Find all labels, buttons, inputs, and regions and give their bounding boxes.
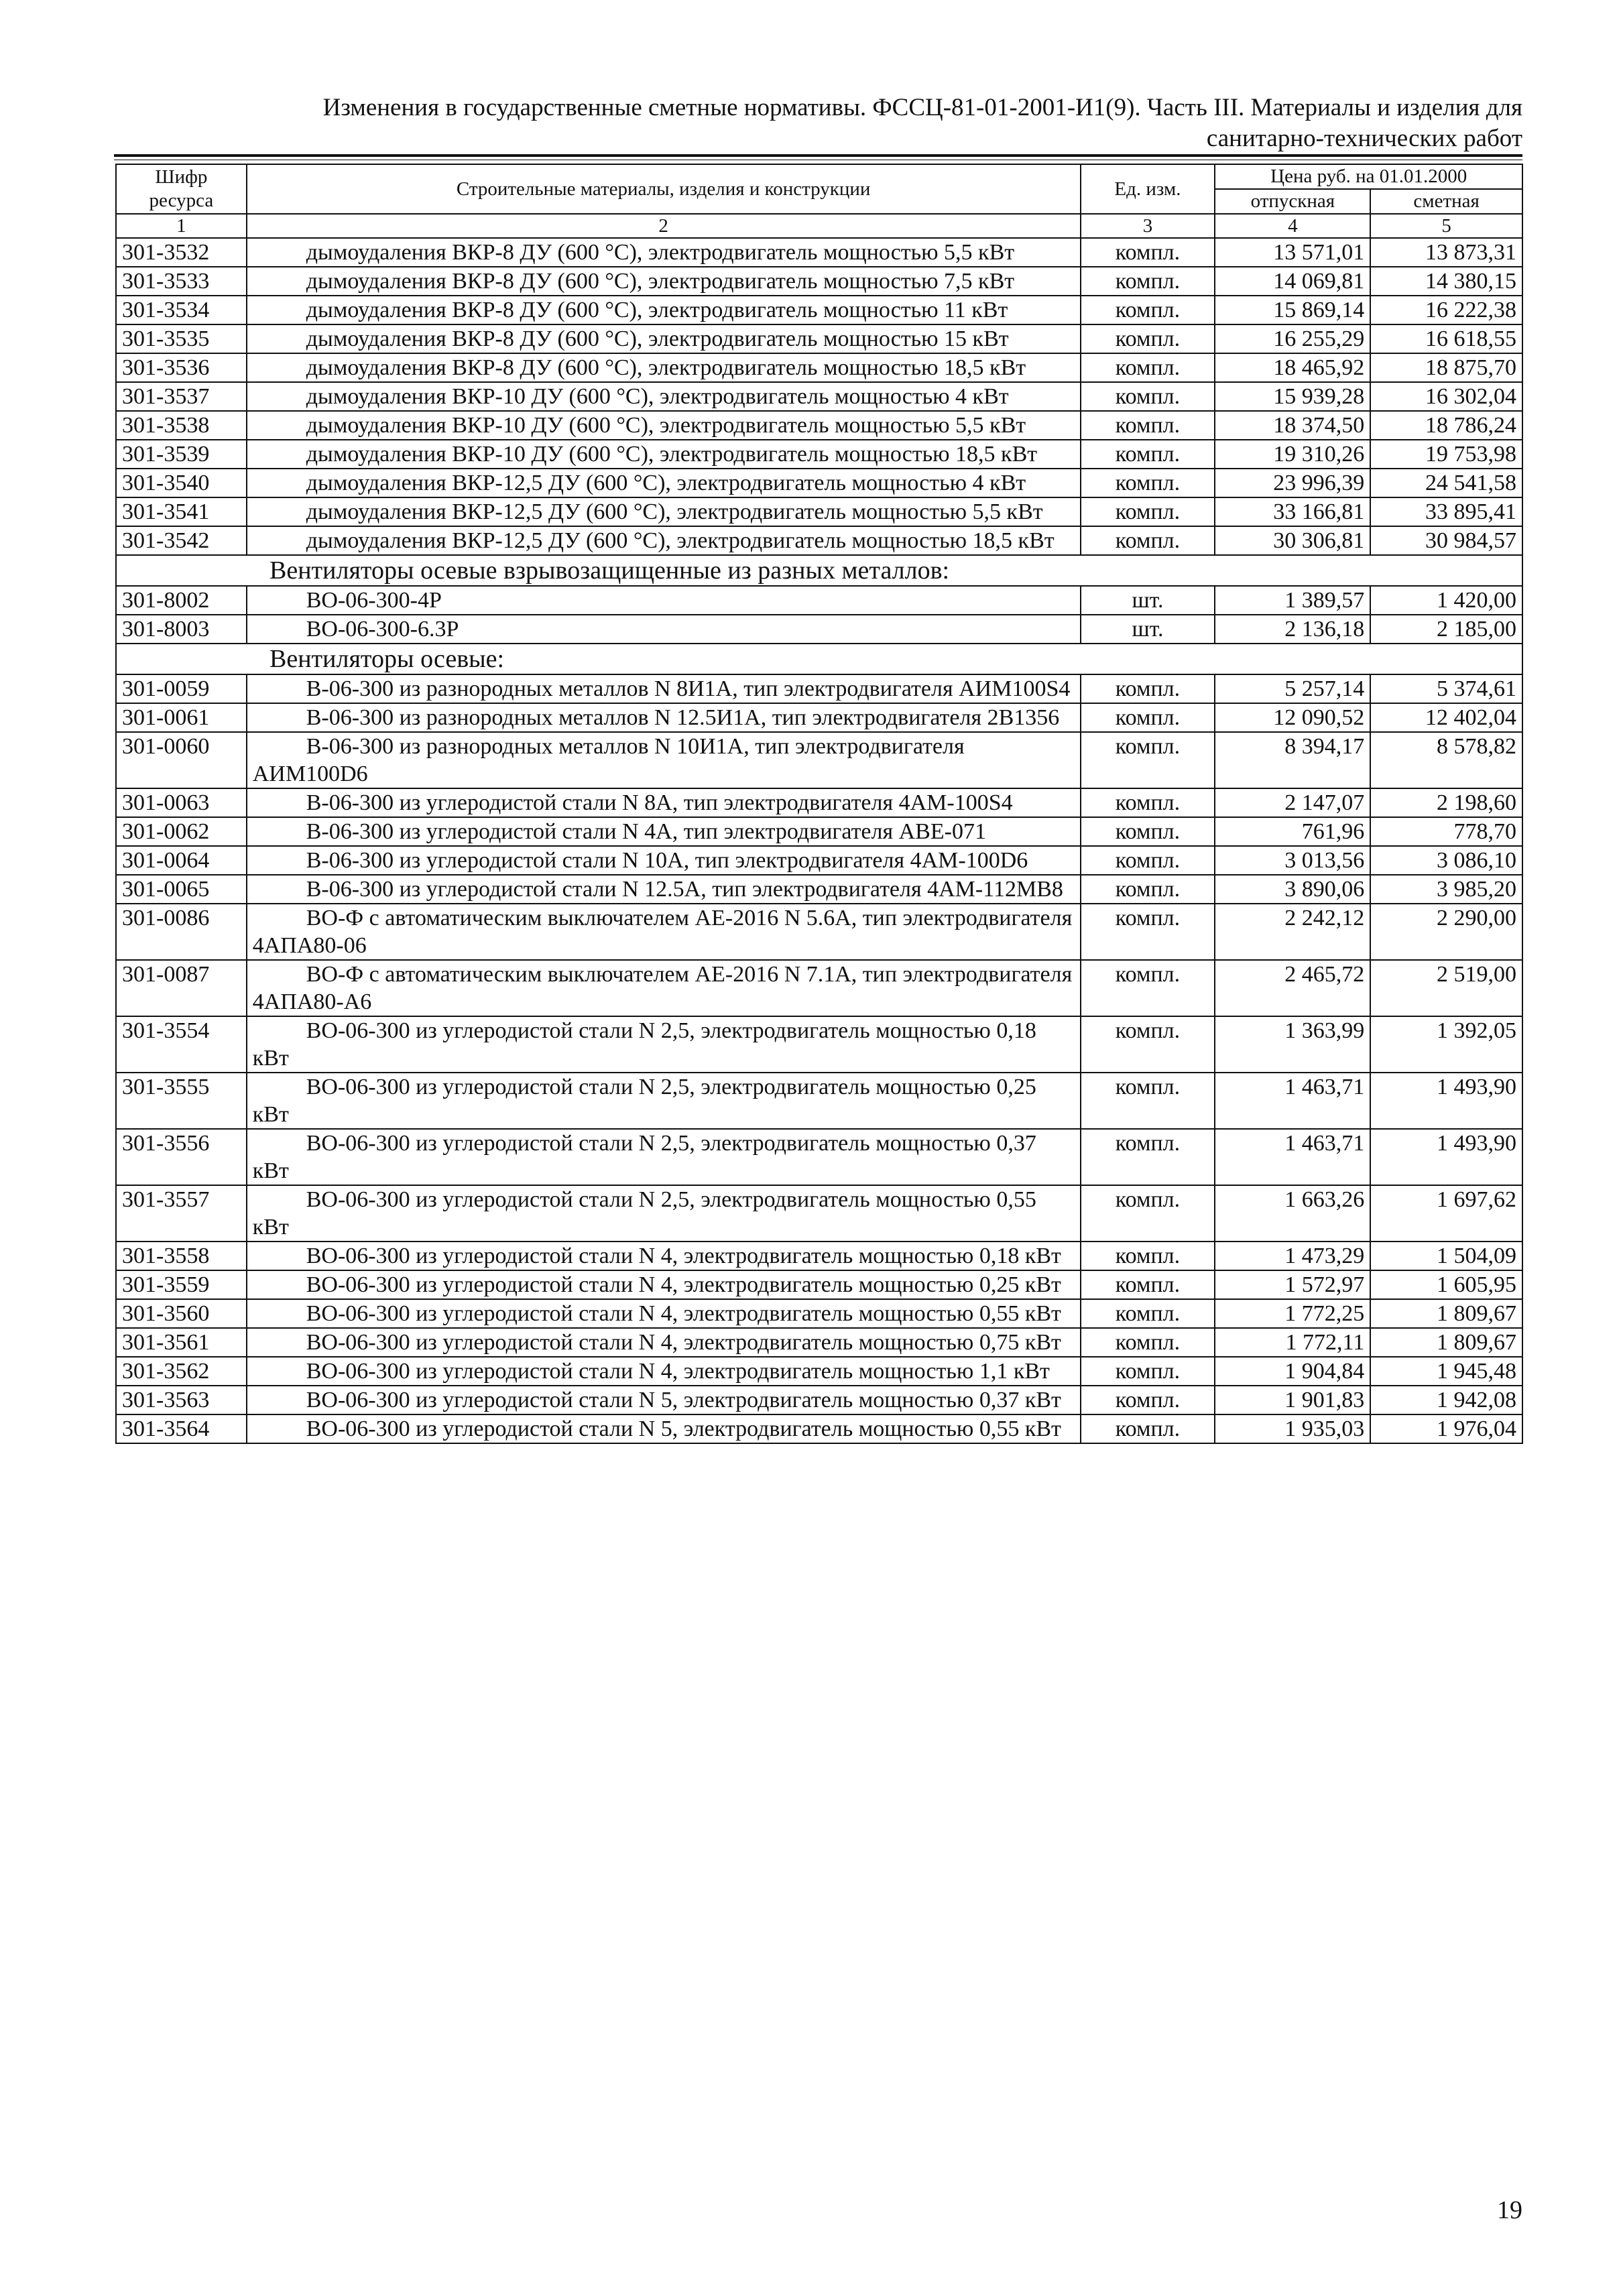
resource-code: 301-3542 xyxy=(116,526,247,555)
table-row xyxy=(116,1299,1522,1328)
col-index: 2 xyxy=(247,214,1081,238)
price-release: 30 306,81 xyxy=(1215,526,1370,555)
table-row xyxy=(116,469,1522,497)
resource-code: 301-3554 xyxy=(116,1016,247,1073)
table-row xyxy=(116,1242,1522,1270)
unit-cell: шт. xyxy=(1081,615,1215,644)
price-estimate: 18 875,70 xyxy=(1370,353,1522,382)
header-rule xyxy=(114,154,1522,157)
table-row xyxy=(116,1185,1522,1242)
material-name: ВО-06-300 из углеродистой стали N 2,5, электродвигатель мощностью 0,25 кВт xyxy=(247,1073,1081,1129)
price-estimate: 33 895,41 xyxy=(1370,497,1522,526)
price-estimate: 1 942,08 xyxy=(1370,1386,1522,1414)
table-row xyxy=(116,382,1522,411)
price-estimate: 1 809,67 xyxy=(1370,1299,1522,1328)
resource-code: 301-3558 xyxy=(116,1242,247,1270)
table-row xyxy=(116,960,1522,1016)
resource-code: 301-3540 xyxy=(116,469,247,497)
price-estimate: 12 402,04 xyxy=(1370,703,1522,732)
material-name: дымоудаления ВКР-12,5 ДУ (600 °С), электродвигатель мощностью 5,5 кВт xyxy=(247,497,1081,526)
table-row xyxy=(116,586,1522,615)
table-row xyxy=(116,324,1522,353)
material-name: В-06-300 из разнородных металлов N 12.5И1А, тип электродвигателя 2В1356 xyxy=(247,703,1081,732)
table-row xyxy=(116,846,1522,875)
table-row xyxy=(116,1073,1522,1129)
resource-code: 301-3560 xyxy=(116,1299,247,1328)
price-release: 2 465,72 xyxy=(1215,960,1370,1016)
material-name: ВО-Ф с автоматическим выключателем АЕ-2016 N 5.6А, тип электродвигателя 4АПА80-06 xyxy=(247,904,1081,960)
unit-cell: компл. xyxy=(1081,817,1215,846)
table-row xyxy=(116,875,1522,904)
table-row xyxy=(116,615,1522,644)
resource-code: 301-0064 xyxy=(116,846,247,875)
price-estimate: 778,70 xyxy=(1370,817,1522,846)
price-release: 13 571,01 xyxy=(1215,238,1370,267)
column-index-row xyxy=(116,214,1522,238)
resource-code: 301-3555 xyxy=(116,1073,247,1129)
price-estimate: 2 198,60 xyxy=(1370,788,1522,817)
material-name: дымоудаления ВКР-8 ДУ (600 °С), электродвигатель мощностью 11 кВт xyxy=(247,296,1081,324)
price-release: 1 772,25 xyxy=(1215,1299,1370,1328)
section-row xyxy=(116,644,1522,674)
material-name: В-06-300 из углеродистой стали N 10А, тип электродвигателя 4АМ-100D6 xyxy=(247,846,1081,875)
unit-cell: компл. xyxy=(1081,526,1215,555)
col-header-code: Шифр ресурса xyxy=(116,164,247,214)
header-title-line1: Изменения в государственные сметные нормативы. ФССЦ-81-01-2001-И1(9). Часть III. Материалы и изделия для xyxy=(322,94,1522,121)
resource-code: 301-0060 xyxy=(116,732,247,788)
resource-code: 301-3563 xyxy=(116,1386,247,1414)
table-row xyxy=(116,1129,1522,1185)
price-release: 1 389,57 xyxy=(1215,586,1370,615)
unit-cell: компл. xyxy=(1081,497,1215,526)
price-estimate: 24 541,58 xyxy=(1370,469,1522,497)
price-estimate: 1 420,00 xyxy=(1370,586,1522,615)
resource-code: 301-3561 xyxy=(116,1328,247,1357)
table-row xyxy=(116,732,1522,788)
price-release: 18 374,50 xyxy=(1215,411,1370,440)
price-estimate: 1 493,90 xyxy=(1370,1073,1522,1129)
price-estimate: 1 493,90 xyxy=(1370,1129,1522,1185)
price-release: 1 363,99 xyxy=(1215,1016,1370,1073)
price-release: 1 901,83 xyxy=(1215,1386,1370,1414)
material-name: В-06-300 из разнородных металлов N 10И1А, тип электродвигателя АИМ100D6 xyxy=(247,732,1081,788)
table-row xyxy=(116,674,1522,703)
material-name: дымоудаления ВКР-8 ДУ (600 °С), электродвигатель мощностью 7,5 кВт xyxy=(247,267,1081,296)
unit-cell: компл. xyxy=(1081,674,1215,703)
resource-code: 301-0061 xyxy=(116,703,247,732)
price-estimate: 1 976,04 xyxy=(1370,1414,1522,1443)
resource-code: 301-3562 xyxy=(116,1357,247,1386)
price-estimate: 16 222,38 xyxy=(1370,296,1522,324)
header-title-line2: санитарно-технических работ xyxy=(1206,125,1522,152)
unit-cell: компл. xyxy=(1081,1270,1215,1299)
material-name: ВО-06-300 из углеродистой стали N 4, электродвигатель мощностью 0,55 кВт xyxy=(247,1299,1081,1328)
price-release: 1 935,03 xyxy=(1215,1414,1370,1443)
price-estimate: 1 504,09 xyxy=(1370,1242,1522,1270)
material-name: ВО-06-300 из углеродистой стали N 2,5, электродвигатель мощностью 0,18 кВт xyxy=(247,1016,1081,1073)
price-release: 761,96 xyxy=(1215,817,1370,846)
material-name: В-06-300 из углеродистой стали N 4А, тип электродвигателя АВЕ-071 xyxy=(247,817,1081,846)
price-estimate: 1 392,05 xyxy=(1370,1016,1522,1073)
price-release: 15 939,28 xyxy=(1215,382,1370,411)
unit-cell: компл. xyxy=(1081,960,1215,1016)
price-estimate: 13 873,31 xyxy=(1370,238,1522,267)
price-release: 1 463,71 xyxy=(1215,1073,1370,1129)
material-name: ВО-06-300 из углеродистой стали N 2,5, электродвигатель мощностью 0,55 кВт xyxy=(247,1185,1081,1242)
col-index: 3 xyxy=(1081,214,1215,238)
materials-table xyxy=(115,164,1523,1444)
section-row xyxy=(116,555,1522,586)
unit-cell: компл. xyxy=(1081,440,1215,469)
table-row xyxy=(116,904,1522,960)
unit-cell: компл. xyxy=(1081,846,1215,875)
price-estimate: 30 984,57 xyxy=(1370,526,1522,555)
table-row xyxy=(116,296,1522,324)
price-release: 1 463,71 xyxy=(1215,1129,1370,1185)
price-estimate: 2 519,00 xyxy=(1370,960,1522,1016)
price-release: 23 996,39 xyxy=(1215,469,1370,497)
resource-code: 301-3541 xyxy=(116,497,247,526)
material-name: дымоудаления ВКР-10 ДУ (600 °С), электродвигатель мощностью 4 кВт xyxy=(247,382,1081,411)
resource-code: 301-3557 xyxy=(116,1185,247,1242)
price-release: 3 013,56 xyxy=(1215,846,1370,875)
unit-cell: компл. xyxy=(1081,238,1215,267)
price-release: 19 310,26 xyxy=(1215,440,1370,469)
material-name: ВО-06-300-4Р xyxy=(247,586,1081,615)
resource-code: 301-0065 xyxy=(116,875,247,904)
price-estimate: 16 618,55 xyxy=(1370,324,1522,353)
unit-cell: шт. xyxy=(1081,586,1215,615)
unit-cell: компл. xyxy=(1081,904,1215,960)
unit-cell: компл. xyxy=(1081,1414,1215,1443)
price-release: 1 473,29 xyxy=(1215,1242,1370,1270)
unit-cell: компл. xyxy=(1081,1016,1215,1073)
price-estimate: 3 086,10 xyxy=(1370,846,1522,875)
material-name: ВО-06-300 из углеродистой стали N 4, электродвигатель мощностью 0,18 кВт xyxy=(247,1242,1081,1270)
table-row xyxy=(116,1414,1522,1443)
price-release: 18 465,92 xyxy=(1215,353,1370,382)
unit-cell: компл. xyxy=(1081,1386,1215,1414)
price-estimate: 3 985,20 xyxy=(1370,875,1522,904)
unit-cell: компл. xyxy=(1081,703,1215,732)
unit-cell: компл. xyxy=(1081,469,1215,497)
price-estimate: 8 578,82 xyxy=(1370,732,1522,788)
material-name: дымоудаления ВКР-12,5 ДУ (600 °С), электродвигатель мощностью 4 кВт xyxy=(247,469,1081,497)
price-release: 12 090,52 xyxy=(1215,703,1370,732)
material-name: дымоудаления ВКР-8 ДУ (600 °С), электродвигатель мощностью 15 кВт xyxy=(247,324,1081,353)
material-name: ВО-06-300-6.3Р xyxy=(247,615,1081,644)
price-release: 15 869,14 xyxy=(1215,296,1370,324)
price-estimate: 14 380,15 xyxy=(1370,267,1522,296)
col-index: 1 xyxy=(116,214,247,238)
price-release: 1 904,84 xyxy=(1215,1357,1370,1386)
price-estimate: 1 809,67 xyxy=(1370,1328,1522,1357)
unit-cell: компл. xyxy=(1081,324,1215,353)
material-name: дымоудаления ВКР-12,5 ДУ (600 °С), электродвигатель мощностью 18,5 кВт xyxy=(247,526,1081,555)
unit-cell: компл. xyxy=(1081,353,1215,382)
price-estimate: 5 374,61 xyxy=(1370,674,1522,703)
material-name: ВО-06-300 из углеродистой стали N 2,5, электродвигатель мощностью 0,37 кВт xyxy=(247,1129,1081,1185)
resource-code: 301-3537 xyxy=(116,382,247,411)
unit-cell: компл. xyxy=(1081,1073,1215,1129)
table-row xyxy=(116,526,1522,555)
material-name: дымоудаления ВКР-10 ДУ (600 °С), электродвигатель мощностью 18,5 кВт xyxy=(247,440,1081,469)
resource-code: 301-3539 xyxy=(116,440,247,469)
resource-code: 301-3556 xyxy=(116,1129,247,1185)
resource-code: 301-0086 xyxy=(116,904,247,960)
resource-code: 301-0087 xyxy=(116,960,247,1016)
section-title: Вентиляторы осевые взрывозащищенные из разных металлов: xyxy=(116,555,1522,586)
resource-code: 301-0063 xyxy=(116,788,247,817)
price-estimate: 1 605,95 xyxy=(1370,1270,1522,1299)
price-estimate: 16 302,04 xyxy=(1370,382,1522,411)
material-name: ВО-06-300 из углеродистой стали N 4, электродвигатель мощностью 1,1 кВт xyxy=(247,1357,1081,1386)
price-release: 16 255,29 xyxy=(1215,324,1370,353)
table-row xyxy=(116,788,1522,817)
price-release: 2 147,07 xyxy=(1215,788,1370,817)
unit-cell: компл. xyxy=(1081,267,1215,296)
material-name: В-06-300 из разнородных металлов N 8И1А, тип электродвигателя АИМ100S4 xyxy=(247,674,1081,703)
price-estimate: 2 185,00 xyxy=(1370,615,1522,644)
price-release: 1 772,11 xyxy=(1215,1328,1370,1357)
table-row xyxy=(116,1386,1522,1414)
price-release: 2 242,12 xyxy=(1215,904,1370,960)
col-header-name: Строительные материалы, изделия и конструкции xyxy=(247,164,1081,214)
price-estimate: 1 697,62 xyxy=(1370,1185,1522,1242)
page-number: 19 xyxy=(1497,2196,1522,2224)
unit-cell: компл. xyxy=(1081,1328,1215,1357)
resource-code: 301-8003 xyxy=(116,615,247,644)
resource-code: 301-3533 xyxy=(116,267,247,296)
resource-code: 301-3559 xyxy=(116,1270,247,1299)
unit-cell: компл. xyxy=(1081,1357,1215,1386)
resource-code: 301-3538 xyxy=(116,411,247,440)
price-estimate: 18 786,24 xyxy=(1370,411,1522,440)
col-header-price: Цена руб. на 01.01.2000 xyxy=(1215,164,1522,189)
section-title: Вентиляторы осевые: xyxy=(116,644,1522,674)
table-body xyxy=(116,238,1522,1443)
col-index: 4 xyxy=(1215,214,1370,238)
table-row xyxy=(116,440,1522,469)
table-row xyxy=(116,1357,1522,1386)
table-row xyxy=(116,1016,1522,1073)
unit-cell: компл. xyxy=(1081,382,1215,411)
resource-code: 301-0059 xyxy=(116,674,247,703)
resource-code: 301-3532 xyxy=(116,238,247,267)
resource-code: 301-8002 xyxy=(116,586,247,615)
table-row xyxy=(116,353,1522,382)
material-name: ВО-06-300 из углеродистой стали N 5, электродвигатель мощностью 0,55 кВт xyxy=(247,1414,1081,1443)
material-name: В-06-300 из углеродистой стали N 8А, тип электродвигателя 4АМ-100S4 xyxy=(247,788,1081,817)
unit-cell: компл. xyxy=(1081,1185,1215,1242)
price-release: 5 257,14 xyxy=(1215,674,1370,703)
resource-code: 301-0062 xyxy=(116,817,247,846)
col-index: 5 xyxy=(1370,214,1522,238)
unit-cell: компл. xyxy=(1081,1242,1215,1270)
price-estimate: 2 290,00 xyxy=(1370,904,1522,960)
material-name: дымоудаления ВКР-8 ДУ (600 °С), электродвигатель мощностью 5,5 кВт xyxy=(247,238,1081,267)
table-row xyxy=(116,817,1522,846)
price-release: 1 663,26 xyxy=(1215,1185,1370,1242)
material-name: ВО-06-300 из углеродистой стали N 4, электродвигатель мощностью 0,25 кВт xyxy=(247,1270,1081,1299)
col-header-price-estimate: сметная xyxy=(1370,189,1522,214)
table-row xyxy=(116,497,1522,526)
unit-cell: компл. xyxy=(1081,732,1215,788)
table-row xyxy=(116,1328,1522,1357)
material-name: ВО-06-300 из углеродистой стали N 4, электродвигатель мощностью 0,75 кВт xyxy=(247,1328,1081,1357)
unit-cell: компл. xyxy=(1081,411,1215,440)
unit-cell: компл. xyxy=(1081,1299,1215,1328)
col-header-unit: Ед. изм. xyxy=(1081,164,1215,214)
material-name: ВО-06-300 из углеродистой стали N 5, электродвигатель мощностью 0,37 кВт xyxy=(247,1386,1081,1414)
material-name: В-06-300 из углеродистой стали N 12.5А, тип электродвигателя 4АМ-112МВ8 xyxy=(247,875,1081,904)
price-release: 33 166,81 xyxy=(1215,497,1370,526)
material-name: дымоудаления ВКР-10 ДУ (600 °С), электродвигатель мощностью 5,5 кВт xyxy=(247,411,1081,440)
price-estimate: 1 945,48 xyxy=(1370,1357,1522,1386)
material-name: дымоудаления ВКР-8 ДУ (600 °С), электродвигатель мощностью 18,5 кВт xyxy=(247,353,1081,382)
resource-code: 301-3535 xyxy=(116,324,247,353)
price-release: 3 890,06 xyxy=(1215,875,1370,904)
resource-code: 301-3536 xyxy=(116,353,247,382)
material-name: ВО-Ф с автоматическим выключателем АЕ-2016 N 7.1А, тип электродвигателя 4АПА80-А6 xyxy=(247,960,1081,1016)
unit-cell: компл. xyxy=(1081,296,1215,324)
table-row xyxy=(116,1270,1522,1299)
price-release: 14 069,81 xyxy=(1215,267,1370,296)
table-row xyxy=(116,411,1522,440)
unit-cell: компл. xyxy=(1081,875,1215,904)
table-row xyxy=(116,703,1522,732)
resource-code: 301-3564 xyxy=(116,1414,247,1443)
price-release: 1 572,97 xyxy=(1215,1270,1370,1299)
col-header-price-release: отпускная xyxy=(1215,189,1370,214)
table-row xyxy=(116,267,1522,296)
resource-code: 301-3534 xyxy=(116,296,247,324)
page-header xyxy=(114,93,1522,154)
price-release: 2 136,18 xyxy=(1215,615,1370,644)
price-release: 8 394,17 xyxy=(1215,732,1370,788)
price-estimate: 19 753,98 xyxy=(1370,440,1522,469)
table-row xyxy=(116,238,1522,267)
unit-cell: компл. xyxy=(1081,788,1215,817)
unit-cell: компл. xyxy=(1081,1129,1215,1185)
